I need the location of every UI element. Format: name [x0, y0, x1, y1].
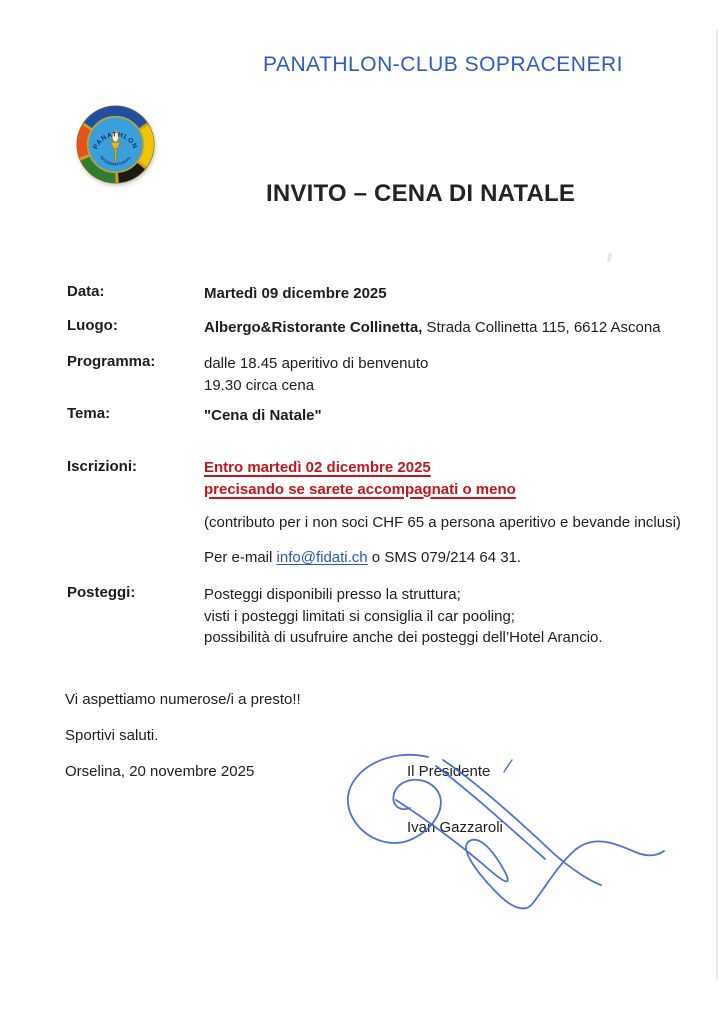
venue-name: Albergo&Ristorante Collinetta,: [204, 319, 423, 336]
deadline-line2: precisando se sarete accompagnati o meno: [204, 480, 516, 498]
contribution-note: (contributo per i non soci CHF 65 a persona aperitivo e bevande inclusi): [204, 514, 681, 531]
document-title: INVITO – CENA DI NATALE: [266, 180, 576, 207]
field-label-iscrizioni: Iscrizioni:: [67, 458, 138, 475]
posteggi-line2: visti i posteggi limitati si consiglia il car pooling;: [204, 607, 515, 625]
field-value-data: Martedì 09 dicembre 2025: [204, 285, 387, 302]
deadline-line1: Entro martedì 02 dicembre 2025: [204, 459, 431, 476]
contact-line: [204, 547, 521, 569]
logo-text-bottom: INTERNATIONAL: [98, 155, 133, 167]
field-label-programma: Programma:: [67, 353, 156, 370]
registration-deadline: [204, 457, 516, 500]
field-label-luogo: Luogo:: [67, 317, 118, 334]
field-value-luogo: [204, 317, 661, 339]
contact-prefix: Per e-mail: [204, 549, 277, 566]
closing-greeting: Sportivi saluti.: [65, 727, 159, 744]
signer-title: Il Presidente: [407, 763, 491, 780]
scan-artifact: [607, 253, 612, 262]
signature-scrawl: [338, 746, 673, 921]
place-date: Orselina, 20 novembre 2025: [65, 763, 255, 780]
posteggi-line3: possibilità di usufruire anche dei posteggi dell’Hotel Arancio.: [204, 629, 603, 646]
field-value-posteggi: [204, 584, 603, 649]
posteggi-line1: Posteggi disponibili presso la struttura;: [204, 586, 461, 603]
field-value-programma: [204, 353, 428, 397]
logo-text-top: PANATHLON: [92, 131, 139, 151]
email-link[interactable]: info@fidati.ch: [276, 549, 368, 566]
field-label-tema: Tema:: [67, 405, 111, 422]
programma-line2: 19.30 circa cena: [204, 377, 315, 394]
scan-edge-line: [716, 30, 718, 980]
contact-suffix: o SMS 079/214 64 31.: [367, 549, 522, 566]
field-label-data: Data:: [67, 283, 105, 300]
club-name-header: PANATHLON-CLUB SOPRACENERI: [263, 53, 623, 76]
programma-line1: dalle 18.45 aperitivo di benvenuto: [204, 355, 429, 372]
field-label-posteggi: Posteggi:: [67, 584, 136, 601]
closing-await-line: Vi aspettiamo numerose/i a presto!!: [65, 691, 301, 708]
panathlon-logo: [74, 103, 157, 186]
signer-name: Ivan Gazzaroli: [407, 819, 503, 836]
venue-address: Strada Collinetta 115, 6612 Ascona: [422, 319, 661, 336]
panathlon-logo-icon: [74, 103, 157, 186]
field-value-tema: "Cena di Natale": [204, 407, 322, 424]
